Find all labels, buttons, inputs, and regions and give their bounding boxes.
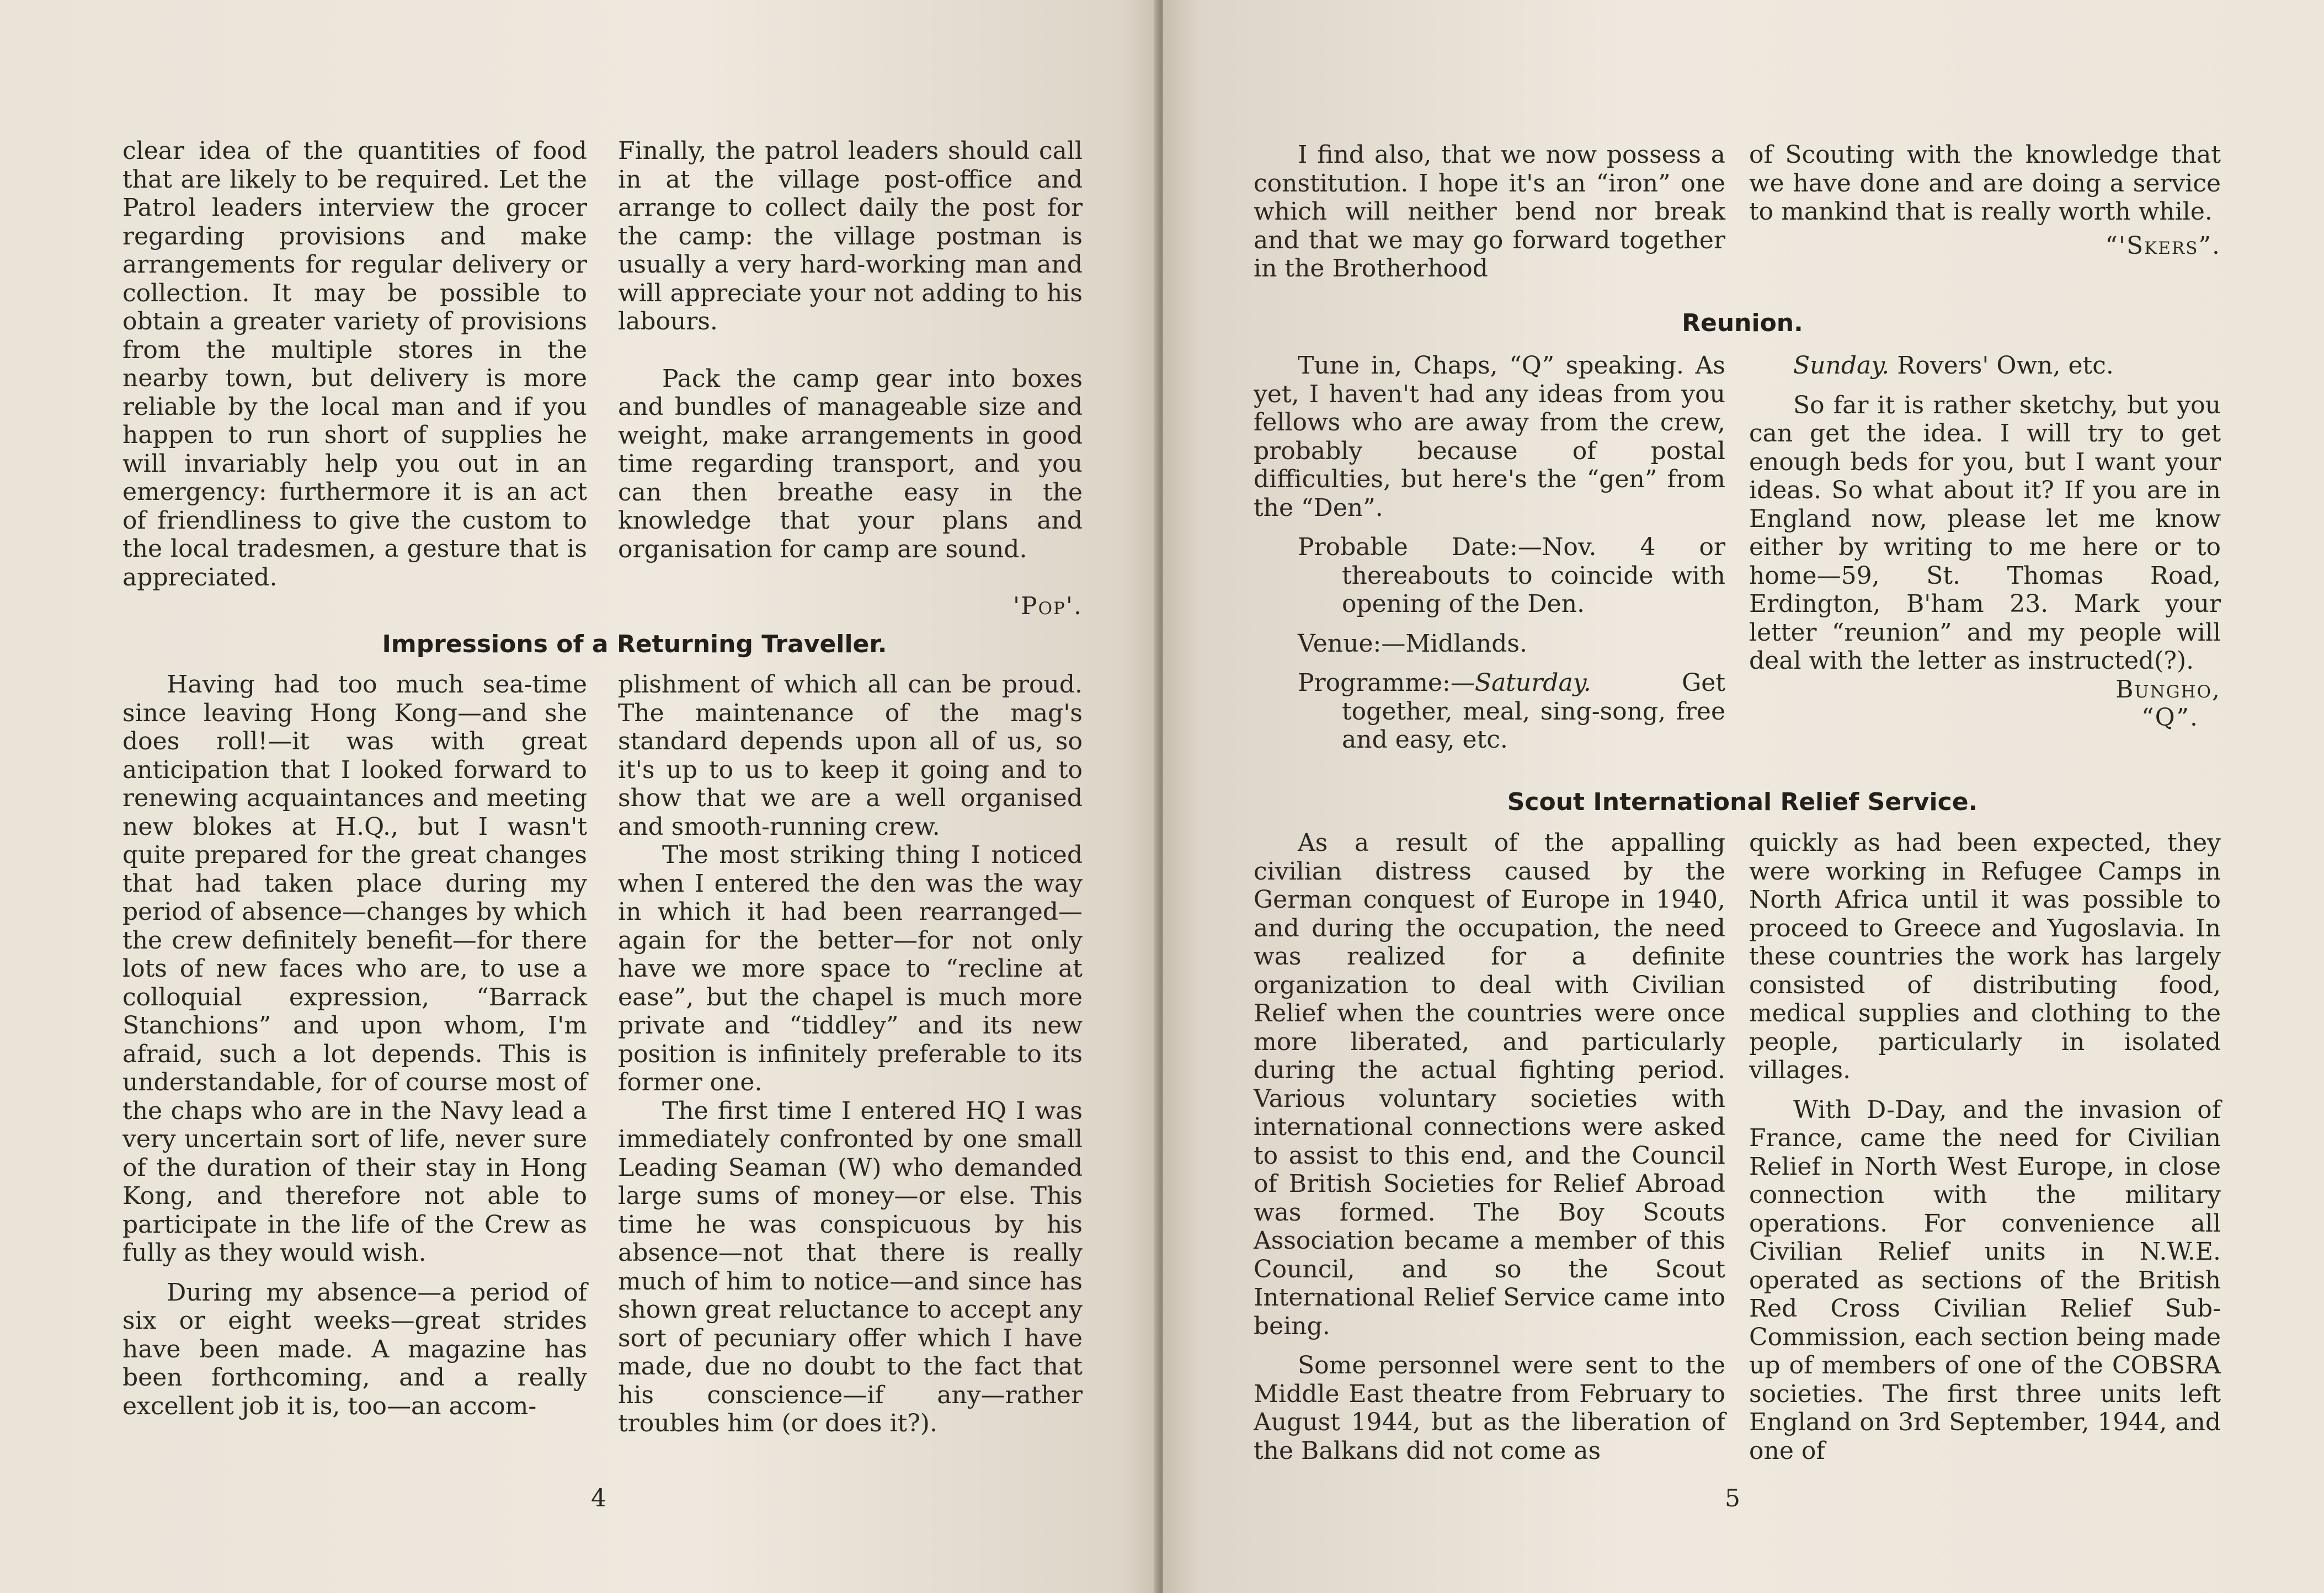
paragraph: clear idea of the quantities of food that are likely to be required. Let the Patrol leaders interview the grocer regarding provisions and make arrangements for regular delivery or collection. It may be possible to obtain a greater variety of provisions from the multiple stores in the nearby town, but delivery is more reliable by the local man and if you happen to run short of supplies he will invariably help you out in an emergency: furthermore it is an act of friendliness to give the custom to the local tradesmen, a gesture that is appreciated. <box>122 137 587 592</box>
reunion-sunday <box>1749 351 2221 380</box>
heading-reunion: Reunion. <box>1682 309 1803 337</box>
left-col1-bottom <box>122 670 587 1420</box>
page-number: 4 <box>591 1484 606 1512</box>
relief-col1 <box>1254 829 1725 1465</box>
heading-scout-relief: Scout International Relief Service. <box>1507 788 1978 816</box>
reunion-col1 <box>1254 351 1725 754</box>
signature-q: “Q”. <box>2141 704 2199 732</box>
left-col1-top <box>122 137 587 592</box>
reunion-programme <box>1254 669 1725 754</box>
left-col2-top <box>618 137 1083 621</box>
right-col2-top <box>1749 141 2221 260</box>
programme-saturday-detail: Get together, meal, sing-song, free and easy, etc. <box>1342 669 1725 754</box>
paragraph: Pack the camp gear into boxes and bundles of manageable size and weight, make arrangements in good time regarding transport, and you can then breathe easy in the knowledge that your plans and organisation for camp are sound. <box>618 364 1083 563</box>
paragraph: I find also, that we now possess a constitution. I hope it's an “iron” one which will neither bend nor break and that we may go forward together in the Brotherhood <box>1254 141 1725 283</box>
programme-sunday: Sunday. <box>1793 351 1890 380</box>
paragraph: The first time I entered HQ I was immediately confronted by one small Leading Seaman (W) who demanded large sums of money—or else. This time he was conspicuous by his absence—not that there is really much of him to notice—and since has shown great reluctance to accept any sort of pecuniary offer which I have made, due no doubt to the fact that his conscience—if any—rather troubles him (or does it?). <box>618 1096 1083 1437</box>
paragraph: Finally, the patrol leaders should call in at the village post-office and arrange to collect daily the post for the camp: the village postman is usually a very hard-working man and will appreciate your not adding to his labours. <box>618 137 1083 335</box>
reunion-venue: Venue:—Midlands. <box>1298 629 1527 658</box>
paragraph: So far it is rather sketchy, but you can get the idea. I will try to get enough beds for you, but I want your ideas. So what about it? If you are in England now, please let me know either by writing to me here or to home—59, St. Thomas Road, Erdington, B'ham 23. Mark your letter “reunion” and my people will deal with the letter as instructed(?). <box>1749 391 2221 675</box>
signature-bungho: Bungho, <box>2115 675 2221 704</box>
right-col1-top <box>1254 141 1725 283</box>
signature-skers: “'Skers”. <box>2105 231 2221 260</box>
paragraph: plishment of which all can be proud. The maintenance of the mag's standard depends upon all of us, so it's up to us to keep it going and to show that we are a well organised and smooth-running crew. <box>618 670 1083 841</box>
paragraph: During my absence—a period of six or eight weeks—great strides have been made. A magazine has been forthcoming, and a really excellent job it is, too—an accom- <box>122 1278 587 1420</box>
right-page <box>1163 0 2324 1593</box>
left-col2-bottom <box>618 670 1083 1438</box>
paragraph: The most striking thing I noticed when I entered the den was the way in which it had been rearranged—again for the better—for not only have we more space to “recline at ease”, but the chapel is much more private and “tiddley” and its new position is infinitely preferable to its former one. <box>618 841 1083 1096</box>
signature-pop: 'Pop'. <box>1012 592 1083 620</box>
programme-saturday: Saturday. <box>1474 669 1591 697</box>
page-number: 5 <box>1725 1484 1740 1512</box>
paragraph: quickly as had been expected, they were working in Refugee Camps in North Africa until it was possible to proceed to Greece and Yugoslavia. In these countries the work has largely consisted of distributing food, medical supplies and clothing to the people, particularly in isolated villages. <box>1749 829 2221 1084</box>
left-page <box>0 0 1159 1593</box>
paragraph: As a result of the appalling civilian distress caused by the German conquest of Europe in 1940, and during the occupation, the need was realized for a definite organization to deal with Civilian Relief when the countries were once more liberated, and particularly during the actual fighting period. Various voluntary societies with international connections were asked to assist to this end, and the Council of British Societies for Relief Abroad was formed. The Boy Scouts Association became a member of this Council, and so the Scout International Relief Service came into being. <box>1254 829 1725 1340</box>
relief-col2 <box>1749 829 2221 1465</box>
programme-label: Programme:— <box>1298 669 1475 697</box>
reunion-col2 <box>1749 351 2221 732</box>
paragraph: Some personnel were sent to the Middle East theatre from February to August 1944, but as the liberation of the Balkans did not come as <box>1254 1351 1725 1465</box>
reunion-intro: Tune in, Chaps, “Q” speaking. As yet, I haven't had any ideas from you fellows who are away from the crew, probably because of postal difficulties, but here's the “gen” from the “Den”. <box>1254 351 1725 522</box>
programme-sunday-detail: Rovers' Own, etc. <box>1897 351 2114 380</box>
paragraph: of Scouting with the knowledge that we have done and are doing a service to mankind that is really worth while. <box>1749 141 2221 226</box>
paragraph: Having had too much sea-time since leaving Hong Kong—and she does roll!—it was with great anticipation that I looked forward to renewing acquaintances and meeting new blokes at H.Q., but I wasn't quite prepared for the great changes that had taken place during my period of absence—changes by which the crew definitely benefit—for there lots of new faces who are, to use a colloquial expression, “Barrack Stanchions” and upon whom, I'm afraid, such a lot depends. This is understandable, for of course most of the chaps who are in the Navy lead a very uncertain sort of life, never sure of the duration of their stay in Hong Kong, and therefore not able to participate in the life of the Crew as fully as they would wish. <box>122 670 587 1267</box>
paragraph: With D-Day, and the invasion of France, came the need for Civilian Relief in North West Europe, in close connection with the military operations. For convenience all Civilian Relief units in N.W.E. operated as sections of the British Red Cross Civilian Relief Sub-Commission, each section being made up of members of one of the COBSRA societies. The first three units left England on 3rd September, 1944, and one of <box>1749 1095 2221 1465</box>
heading-returning-traveller: Impressions of a Returning Traveller. <box>382 630 887 658</box>
reunion-date: Probable Date:—Nov. 4 or thereabouts to coincide with opening of the Den. <box>1298 533 1725 618</box>
